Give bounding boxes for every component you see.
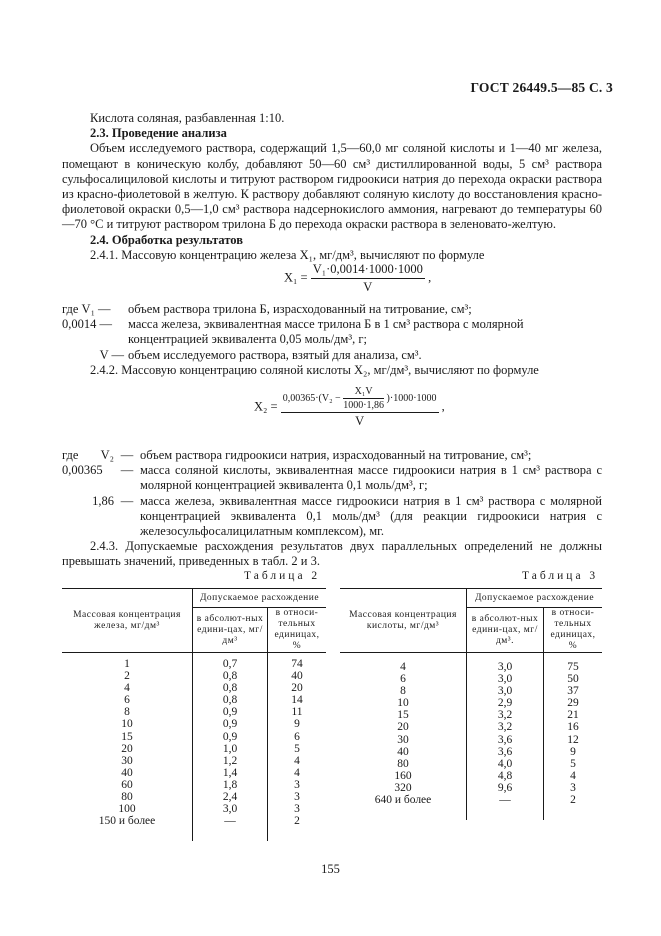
table-cell: 2 — [294, 815, 300, 828]
table-cell: 3,2 — [467, 709, 544, 721]
table-cell: 16 — [567, 721, 579, 734]
table-cell: 29 — [567, 697, 579, 710]
table-cell: 20 — [340, 721, 467, 733]
acid-line: Кислота соляная, разбавленная 1:10. — [90, 111, 285, 125]
table-3-col3-header: в относи-тельных единицах, % — [550, 608, 596, 651]
heading-2-4: 2.4. Обработка результатов — [90, 232, 243, 247]
table-cell: 10 — [62, 718, 193, 730]
def-row — [62, 463, 602, 493]
table-cell: 4 — [62, 682, 193, 694]
table-cell: 3 — [294, 778, 300, 791]
table-3-caption: Таблица 3 — [522, 570, 599, 582]
table-row — [62, 803, 326, 815]
table-cell: 15 — [62, 731, 193, 743]
table-cell: 20 — [291, 682, 303, 695]
paragraph-2-4-3: 2.4.3. Допускаемые расхождения результатов двух параллельных определений не должны превышать значений, приведенных в табл. 2 и 3. — [62, 539, 602, 569]
heading-2-3: 2.3. Проведение анализа — [90, 126, 227, 141]
table-cell: 150 и более — [62, 815, 193, 841]
def-text: масса железа, эквивалентная массе трилона Б в 1 см³ раствора с молярной концентрацией эквивалента 0,05 моль/дм³, г; — [128, 317, 524, 347]
table-cell: 0,8 — [193, 682, 268, 694]
formula-2 — [254, 386, 445, 429]
table-cell: 4 — [340, 653, 467, 674]
table-cell: 75 — [567, 661, 579, 673]
page-number: 155 — [321, 862, 340, 876]
table-cell: 12 — [567, 733, 579, 746]
table-2 — [62, 588, 326, 841]
definitions-2 — [62, 448, 602, 570]
table-row — [340, 721, 602, 733]
table-cell: 3,6 — [467, 746, 544, 758]
table-cell: 6 — [62, 694, 193, 706]
table-cell: 6 — [294, 730, 300, 743]
table-cell: 6 — [340, 673, 467, 685]
table-row — [62, 755, 326, 767]
table-row — [340, 770, 602, 782]
table-cell: 40 — [291, 670, 303, 683]
table-cell: 50 — [567, 673, 579, 686]
table-cell: 40 — [340, 746, 467, 758]
table-cell: — — [467, 794, 544, 820]
table-cell: 3,2 — [467, 721, 544, 733]
table-cell: 3 — [294, 791, 300, 804]
page-header: ГОСТ 26449.5—85 С. 3 — [470, 80, 613, 95]
table-cell: 8 — [340, 685, 467, 697]
table-cell: 2 — [570, 794, 576, 807]
formula-1-numerator: V₁·0,0014·1000·1000 — [311, 262, 425, 279]
def-text: объем исследуемого раствора, взятый для анализа, см³. — [128, 347, 422, 362]
formula-1 — [284, 262, 431, 295]
formula-2-num-a: 0,00365·(V₂ − — [282, 392, 341, 404]
def-symbol: V₂ — [100, 448, 114, 462]
def-row — [62, 494, 602, 540]
formula-1-fraction — [311, 262, 425, 295]
table-row — [340, 782, 602, 794]
table-row — [62, 731, 326, 743]
table-row — [340, 709, 602, 721]
definitions-1 — [62, 302, 602, 378]
table-cell: 5 — [570, 757, 576, 770]
table-cell: 9 — [570, 745, 576, 758]
table-cell: 2,4 — [193, 791, 268, 803]
table-row — [340, 685, 602, 697]
table-cell: 11 — [291, 706, 303, 719]
table-row — [340, 673, 602, 685]
def-term: V — — [99, 347, 124, 362]
table-cell: 40 — [62, 767, 193, 779]
table-row — [62, 767, 326, 779]
def-text: масса железа, эквивалентная массе гидроокиси натрия в 1 см³ раствора с молярной концентрацией эквивалента 0,1 моль/дм³ (для реакции гидроокиси натрия с железосульфосалицилатным комплексом), мг. — [140, 493, 602, 539]
table-row — [62, 706, 326, 718]
table-3-col2-header: в абсолют-ных едини-цах, мг/дм³. — [467, 608, 544, 653]
formula-2-fraction — [281, 386, 439, 429]
table-cell: 1 — [62, 653, 193, 671]
table-cell: 14 — [291, 694, 303, 707]
table-cell: 20 — [62, 743, 193, 755]
def-dash: — — [120, 493, 134, 508]
table-cell: 0,9 — [193, 718, 268, 730]
table-cell: 10 — [340, 697, 467, 709]
formula-1-denominator: V — [363, 280, 373, 294]
table-cell: 15 — [340, 709, 467, 721]
table-row — [340, 697, 602, 709]
table-cell: 21 — [567, 709, 579, 722]
table-cell: 30 — [62, 755, 193, 767]
table-row — [340, 758, 602, 770]
table-cell: 0,8 — [193, 694, 268, 706]
table-2-body — [62, 653, 326, 842]
table-2-col3-header: в относи-тельных единицах, % — [274, 608, 320, 651]
table-row — [62, 653, 326, 671]
formula-2-inner-den: 1000·1,86 — [343, 400, 385, 411]
table-cell: 8 — [62, 706, 193, 718]
table-cell: 4 — [294, 754, 300, 767]
def-term: где V₁ — — [62, 302, 111, 316]
table-2-caption: Таблица 2 — [244, 570, 321, 582]
table-cell: 3 — [570, 781, 576, 794]
table-row — [62, 718, 326, 730]
table-cell: 80 — [62, 791, 193, 803]
table-row — [62, 815, 326, 841]
table-row — [340, 794, 602, 820]
table-2-col1-header: Массовая концентрация железа, мг/дм³ — [62, 589, 193, 653]
formula-2-tail: , — [441, 399, 445, 414]
table-cell: 160 — [340, 770, 467, 782]
table-row — [340, 734, 602, 746]
table-cell: 4,8 — [467, 770, 544, 782]
formula-1-tail: , — [428, 270, 432, 285]
table-3-body — [340, 653, 602, 821]
table-cell: 4 — [294, 766, 300, 779]
table-cell: 4 — [570, 769, 576, 782]
paragraph-2-4-1: 2.4.1. Массовую концентрацию железа X₁, мг/дм³, вычисляют по формуле — [90, 247, 485, 262]
paragraph-2-3: Объем исследуемого раствора, содержащий 1,5—60,0 мг соляной кислоты и 1—40 мг железа, помещают в коническую колбу, добавляют 50—60 см³ дистиллированной воды, 5 см³ раствора сульфосалициловой кислоты и титруют раствором гидроокиси натрия до перехода окраски раствора из красно-фиолетовой в желтую. К раствору добавляют соляную кислоту до восстановления красно-фиолетовой окраски 0,5—1,0 см³ раствора надсернокислого аммония, нагревают до температуры 60—70 °С и титруют раствором трилона Б до перехода окраски раствора в зеленовато-желтую. — [62, 141, 602, 232]
def-row — [62, 348, 602, 363]
table-row — [62, 682, 326, 694]
formula-2-lhs: X₂ = — [254, 399, 278, 414]
def-text: масса соляной кислоты, эквивалентная массе гидроокиси натрия в 1 см³ раствора с молярной концентрацией эквивалента 0,1 моль/дм³, г; — [140, 463, 602, 493]
table-cell: 3,0 — [467, 673, 544, 685]
def-term: 0,00365 — [62, 463, 103, 478]
table-cell: 100 — [62, 803, 193, 815]
table-cell: 9,6 — [467, 782, 544, 794]
table-row — [340, 653, 602, 674]
def-dash: — — [120, 463, 134, 478]
def-text: объем раствора трилона Б, израсходованный на титрование, см³; — [128, 302, 472, 316]
def-row — [62, 302, 602, 317]
table-3 — [340, 588, 602, 820]
formula-2-inner-fraction — [343, 386, 384, 411]
formula-2-numerator — [281, 386, 439, 413]
table-cell: 0,7 — [193, 653, 268, 671]
table-cell: 1,4 — [193, 767, 268, 779]
table-cell: 9 — [294, 718, 300, 731]
formula-1-lhs: X₁ = — [284, 270, 308, 285]
section-23 — [62, 111, 602, 263]
table-row — [340, 746, 602, 758]
table-cell: 640 и более — [340, 794, 467, 820]
def-term: где — [62, 448, 79, 462]
table-cell: 3,0 — [467, 653, 544, 674]
table-2-group-header: Допускаемое расхождение — [193, 589, 327, 608]
def-dash: — — [120, 448, 134, 462]
table-cell: 0,9 — [193, 731, 268, 743]
table-cell: 3,6 — [467, 734, 544, 746]
table-cell: 2,9 — [467, 697, 544, 709]
def-term: 1,86 — [92, 493, 114, 508]
table-3-col1-header: Массовая концентрация кислоты, мг/дм³ — [340, 589, 467, 653]
table-cell: 1,2 — [193, 755, 268, 767]
table-row — [62, 743, 326, 755]
table-cell: 74 — [291, 658, 303, 670]
table-2-col2-header: в абсолют-ных едини-цах, мг/дм³ — [193, 608, 268, 653]
def-row — [62, 317, 602, 347]
table-cell: 37 — [567, 685, 579, 698]
table-cell: 30 — [340, 734, 467, 746]
table-cell: 5 — [294, 742, 300, 755]
table-cell: 0,8 — [193, 670, 268, 682]
def-row — [62, 448, 602, 463]
table-cell: 4,0 — [467, 758, 544, 770]
def-term: 0,0014 — — [62, 317, 112, 332]
formula-2-inner-num: X₁V — [343, 386, 384, 399]
table-cell: 1,0 — [193, 743, 268, 755]
table-row — [62, 779, 326, 791]
paragraph-2-4-2: 2.4.2. Массовую концентрацию соляной кислоты X₂, мг/дм³, вычисляют по формуле — [90, 362, 539, 377]
def-text: объем раствора гидроокиси натрия, израсходованный на титрование, см³; — [140, 448, 532, 462]
table-cell: — — [193, 815, 268, 841]
table-cell: 60 — [62, 779, 193, 791]
table-row — [62, 694, 326, 706]
formula-2-num-b: )·1000·1000 — [386, 392, 437, 404]
table-3-group-header: Допускаемое расхождение — [467, 589, 603, 608]
formula-2-denominator: V — [355, 414, 365, 428]
table-cell: 0,9 — [193, 706, 268, 718]
table-row — [62, 670, 326, 682]
table-cell: 80 — [340, 758, 467, 770]
table-cell: 320 — [340, 782, 467, 794]
table-cell: 3 — [294, 803, 300, 816]
table-row — [62, 791, 326, 803]
table-cell: 3,0 — [467, 685, 544, 697]
table-cell: 1,8 — [193, 779, 268, 791]
table-cell: 3,0 — [193, 803, 268, 815]
table-cell: 2 — [62, 670, 193, 682]
